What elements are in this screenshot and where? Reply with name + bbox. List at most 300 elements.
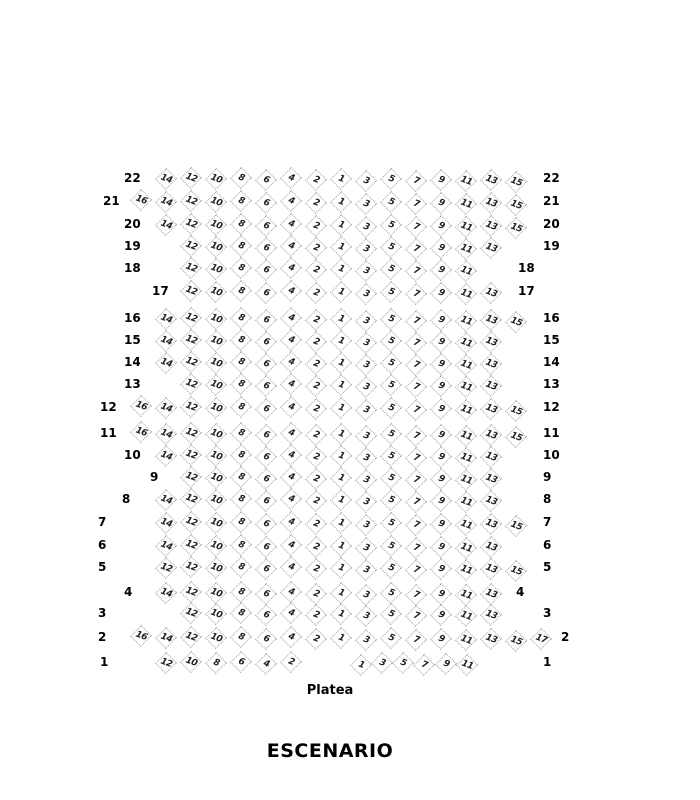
seat[interactable]: [180, 190, 202, 212]
seat[interactable]: [180, 581, 202, 603]
seat[interactable]: [280, 373, 302, 395]
seat[interactable]: [430, 375, 452, 397]
seat[interactable]: [480, 215, 502, 237]
seat[interactable]: [405, 425, 427, 447]
seat[interactable]: [230, 351, 252, 373]
seat[interactable]: [355, 584, 377, 606]
seat[interactable]: [455, 629, 477, 651]
seat[interactable]: [405, 514, 427, 536]
seat[interactable]: [280, 511, 302, 533]
seat[interactable]: [255, 259, 277, 281]
seat[interactable]: [155, 423, 177, 445]
seat[interactable]: [380, 535, 402, 557]
seat[interactable]: [413, 654, 435, 676]
seat[interactable]: [505, 630, 527, 652]
seat[interactable]: [455, 605, 477, 627]
seat[interactable]: [330, 423, 352, 445]
seat[interactable]: [430, 215, 452, 237]
seat[interactable]: [255, 398, 277, 420]
seat[interactable]: [455, 260, 477, 282]
seat[interactable]: [455, 537, 477, 559]
seat[interactable]: [330, 330, 352, 352]
seat[interactable]: [130, 189, 152, 211]
seat[interactable]: [505, 515, 527, 537]
seat[interactable]: [155, 191, 177, 213]
seat[interactable]: [430, 558, 452, 580]
seat[interactable]: [455, 193, 477, 215]
seat[interactable]: [355, 354, 377, 376]
seat[interactable]: [505, 171, 527, 193]
seat[interactable]: [530, 628, 552, 650]
seat[interactable]: [405, 629, 427, 651]
seat[interactable]: [255, 536, 277, 558]
seat[interactable]: [380, 308, 402, 330]
seat[interactable]: [255, 653, 277, 675]
seat[interactable]: [280, 422, 302, 444]
seat[interactable]: [405, 310, 427, 332]
seat[interactable]: [280, 626, 302, 648]
seat[interactable]: [405, 238, 427, 260]
seat[interactable]: [480, 309, 502, 331]
seat[interactable]: [455, 447, 477, 469]
seat[interactable]: [380, 489, 402, 511]
seat[interactable]: [430, 259, 452, 281]
seat[interactable]: [180, 534, 202, 556]
seat[interactable]: [205, 236, 227, 258]
seat[interactable]: [230, 556, 252, 578]
seat[interactable]: [480, 282, 502, 304]
seat[interactable]: [230, 466, 252, 488]
seat[interactable]: [480, 446, 502, 468]
seat[interactable]: [355, 629, 377, 651]
seat[interactable]: [255, 169, 277, 191]
seat[interactable]: [455, 559, 477, 581]
seat[interactable]: [355, 238, 377, 260]
seat[interactable]: [405, 283, 427, 305]
seat[interactable]: [435, 653, 457, 675]
seat[interactable]: [305, 398, 327, 420]
seat[interactable]: [280, 351, 302, 373]
seat[interactable]: [230, 534, 252, 556]
seat[interactable]: [480, 237, 502, 259]
seat[interactable]: [205, 557, 227, 579]
seat[interactable]: [155, 330, 177, 352]
seat[interactable]: [130, 625, 152, 647]
seat[interactable]: [480, 604, 502, 626]
seat[interactable]: [305, 446, 327, 468]
seat[interactable]: [405, 537, 427, 559]
seat[interactable]: [205, 603, 227, 625]
seat[interactable]: [455, 238, 477, 260]
seat[interactable]: [330, 512, 352, 534]
seat[interactable]: [205, 397, 227, 419]
seat[interactable]: [405, 399, 427, 421]
seat[interactable]: [305, 424, 327, 446]
seat[interactable]: [380, 445, 402, 467]
seat[interactable]: [455, 310, 477, 332]
seat[interactable]: [230, 581, 252, 603]
seat[interactable]: [380, 557, 402, 579]
seat[interactable]: [130, 395, 152, 417]
seat[interactable]: [380, 467, 402, 489]
seat[interactable]: [230, 307, 252, 329]
seat[interactable]: [155, 214, 177, 236]
seat[interactable]: [255, 353, 277, 375]
seat[interactable]: [280, 396, 302, 418]
seat[interactable]: [355, 491, 377, 513]
seat[interactable]: [180, 329, 202, 351]
seat[interactable]: [230, 213, 252, 235]
seat[interactable]: [480, 583, 502, 605]
seat[interactable]: [305, 331, 327, 353]
seat[interactable]: [180, 373, 202, 395]
seat[interactable]: [430, 282, 452, 304]
seat[interactable]: [205, 374, 227, 396]
seat[interactable]: [405, 354, 427, 376]
seat[interactable]: [355, 399, 377, 421]
seat[interactable]: [280, 602, 302, 624]
seat[interactable]: [230, 626, 252, 648]
seat[interactable]: [255, 446, 277, 468]
seat[interactable]: [380, 603, 402, 625]
seat[interactable]: [380, 512, 402, 534]
seat[interactable]: [380, 352, 402, 374]
seat[interactable]: [305, 513, 327, 535]
seat[interactable]: [305, 215, 327, 237]
seat[interactable]: [405, 260, 427, 282]
seat[interactable]: [230, 329, 252, 351]
seat[interactable]: [355, 469, 377, 491]
seat[interactable]: [355, 332, 377, 354]
seat[interactable]: [355, 216, 377, 238]
seat[interactable]: [305, 375, 327, 397]
seat[interactable]: [330, 535, 352, 557]
seat[interactable]: [380, 397, 402, 419]
seat[interactable]: [405, 559, 427, 581]
seat[interactable]: [180, 280, 202, 302]
seat[interactable]: [430, 583, 452, 605]
seat[interactable]: [255, 558, 277, 580]
seat[interactable]: [330, 352, 352, 374]
seat[interactable]: [205, 168, 227, 190]
seat[interactable]: [430, 604, 452, 626]
seat[interactable]: [230, 280, 252, 302]
seat[interactable]: [155, 308, 177, 330]
seat[interactable]: [455, 354, 477, 376]
seat[interactable]: [355, 310, 377, 332]
seat[interactable]: [305, 604, 327, 626]
seat[interactable]: [180, 602, 202, 624]
seat[interactable]: [280, 581, 302, 603]
seat[interactable]: [280, 167, 302, 189]
seat[interactable]: [355, 559, 377, 581]
seat[interactable]: [405, 447, 427, 469]
seat[interactable]: [205, 308, 227, 330]
seat[interactable]: [155, 652, 177, 674]
seat[interactable]: [330, 467, 352, 489]
seat[interactable]: [380, 191, 402, 213]
seat[interactable]: [280, 190, 302, 212]
seat[interactable]: [455, 376, 477, 398]
seat[interactable]: [180, 444, 202, 466]
seat[interactable]: [455, 216, 477, 238]
seat[interactable]: [355, 605, 377, 627]
seat[interactable]: [505, 194, 527, 216]
seat[interactable]: [180, 556, 202, 578]
seat[interactable]: [355, 425, 377, 447]
seat[interactable]: [280, 213, 302, 235]
seat[interactable]: [405, 605, 427, 627]
seat[interactable]: [480, 468, 502, 490]
seat[interactable]: [330, 374, 352, 396]
seat[interactable]: [305, 583, 327, 605]
seat[interactable]: [230, 488, 252, 510]
seat[interactable]: [255, 282, 277, 304]
seat[interactable]: [380, 582, 402, 604]
seat[interactable]: [155, 535, 177, 557]
seat[interactable]: [480, 536, 502, 558]
seat[interactable]: [355, 376, 377, 398]
seat[interactable]: [180, 307, 202, 329]
seat[interactable]: [330, 445, 352, 467]
seat[interactable]: [205, 423, 227, 445]
seat[interactable]: [380, 627, 402, 649]
seat[interactable]: [430, 353, 452, 375]
seat[interactable]: [355, 283, 377, 305]
seat[interactable]: [305, 558, 327, 580]
seat[interactable]: [480, 375, 502, 397]
seat[interactable]: [380, 168, 402, 190]
seat[interactable]: [305, 282, 327, 304]
seat[interactable]: [280, 235, 302, 257]
seat[interactable]: [205, 281, 227, 303]
seat[interactable]: [430, 513, 452, 535]
seat[interactable]: [180, 466, 202, 488]
seat[interactable]: [255, 331, 277, 353]
seat[interactable]: [280, 466, 302, 488]
seat[interactable]: [355, 260, 377, 282]
seat[interactable]: [330, 557, 352, 579]
seat[interactable]: [205, 467, 227, 489]
seat[interactable]: [205, 489, 227, 511]
seat[interactable]: [305, 169, 327, 191]
seat[interactable]: [330, 397, 352, 419]
seat[interactable]: [180, 651, 202, 673]
seat[interactable]: [255, 628, 277, 650]
seat[interactable]: [155, 557, 177, 579]
seat[interactable]: [180, 213, 202, 235]
seat[interactable]: [205, 627, 227, 649]
seat[interactable]: [305, 192, 327, 214]
seat[interactable]: [456, 654, 478, 676]
seat[interactable]: [230, 444, 252, 466]
seat[interactable]: [330, 308, 352, 330]
seat[interactable]: [255, 192, 277, 214]
seat[interactable]: [305, 628, 327, 650]
seat[interactable]: [155, 627, 177, 649]
seat[interactable]: [330, 236, 352, 258]
seat[interactable]: [255, 604, 277, 626]
seat[interactable]: [205, 258, 227, 280]
seat[interactable]: [480, 424, 502, 446]
seat[interactable]: [480, 490, 502, 512]
seat[interactable]: [255, 583, 277, 605]
seat[interactable]: [155, 512, 177, 534]
seat[interactable]: [330, 191, 352, 213]
seat[interactable]: [480, 169, 502, 191]
seat[interactable]: [380, 281, 402, 303]
seat[interactable]: [505, 426, 527, 448]
seat[interactable]: [230, 167, 252, 189]
seat[interactable]: [280, 307, 302, 329]
seat[interactable]: [205, 535, 227, 557]
seat[interactable]: [380, 214, 402, 236]
seat[interactable]: [280, 257, 302, 279]
seat[interactable]: [355, 514, 377, 536]
seat[interactable]: [305, 353, 327, 375]
seat[interactable]: [205, 582, 227, 604]
seat[interactable]: [180, 396, 202, 418]
seat[interactable]: [305, 536, 327, 558]
seat[interactable]: [155, 445, 177, 467]
seat[interactable]: [380, 330, 402, 352]
seat[interactable]: [130, 421, 152, 443]
seat[interactable]: [505, 400, 527, 422]
seat[interactable]: [230, 257, 252, 279]
seat[interactable]: [155, 352, 177, 374]
seat[interactable]: [505, 217, 527, 239]
seat[interactable]: [280, 651, 302, 673]
seat[interactable]: [230, 422, 252, 444]
seat[interactable]: [280, 534, 302, 556]
seat[interactable]: [230, 396, 252, 418]
seat[interactable]: [180, 257, 202, 279]
seat[interactable]: [155, 397, 177, 419]
seat[interactable]: [505, 311, 527, 333]
seat[interactable]: [480, 513, 502, 535]
seat[interactable]: [255, 215, 277, 237]
seat[interactable]: [480, 331, 502, 353]
seat[interactable]: [255, 490, 277, 512]
seat[interactable]: [355, 447, 377, 469]
seat[interactable]: [305, 490, 327, 512]
seat[interactable]: [305, 237, 327, 259]
seat[interactable]: [180, 351, 202, 373]
seat[interactable]: [280, 280, 302, 302]
seat[interactable]: [280, 556, 302, 578]
seat[interactable]: [430, 398, 452, 420]
seat[interactable]: [455, 584, 477, 606]
seat[interactable]: [205, 191, 227, 213]
seat[interactable]: [330, 281, 352, 303]
seat[interactable]: [480, 353, 502, 375]
seat[interactable]: [180, 626, 202, 648]
seat[interactable]: [230, 235, 252, 257]
seat[interactable]: [430, 309, 452, 331]
seat[interactable]: [380, 374, 402, 396]
seat[interactable]: [430, 424, 452, 446]
seat[interactable]: [180, 167, 202, 189]
seat[interactable]: [205, 214, 227, 236]
seat[interactable]: [180, 488, 202, 510]
seat[interactable]: [430, 446, 452, 468]
seat[interactable]: [205, 330, 227, 352]
seat[interactable]: [380, 236, 402, 258]
seat[interactable]: [205, 352, 227, 374]
seat[interactable]: [230, 511, 252, 533]
seat[interactable]: [371, 652, 393, 674]
seat[interactable]: [350, 654, 372, 676]
seat[interactable]: [180, 422, 202, 444]
seat[interactable]: [355, 537, 377, 559]
seat[interactable]: [430, 169, 452, 191]
seat[interactable]: [330, 489, 352, 511]
seat[interactable]: [230, 373, 252, 395]
seat[interactable]: [480, 628, 502, 650]
seat[interactable]: [230, 190, 252, 212]
seat[interactable]: [155, 168, 177, 190]
seat[interactable]: [405, 332, 427, 354]
seat[interactable]: [430, 192, 452, 214]
seat[interactable]: [255, 237, 277, 259]
seat[interactable]: [305, 259, 327, 281]
seat[interactable]: [380, 258, 402, 280]
seat[interactable]: [455, 491, 477, 513]
seat[interactable]: [430, 490, 452, 512]
seat[interactable]: [480, 558, 502, 580]
seat[interactable]: [255, 309, 277, 331]
seat[interactable]: [455, 283, 477, 305]
seat[interactable]: [330, 582, 352, 604]
seat[interactable]: [405, 469, 427, 491]
seat[interactable]: [330, 627, 352, 649]
seat[interactable]: [155, 489, 177, 511]
seat[interactable]: [405, 584, 427, 606]
seat[interactable]: [230, 651, 252, 673]
seat[interactable]: [355, 170, 377, 192]
seat[interactable]: [505, 560, 527, 582]
seat[interactable]: [255, 375, 277, 397]
seat[interactable]: [205, 652, 227, 674]
seat[interactable]: [180, 235, 202, 257]
seat[interactable]: [330, 258, 352, 280]
seat[interactable]: [330, 603, 352, 625]
seat[interactable]: [255, 468, 277, 490]
seat[interactable]: [155, 582, 177, 604]
seat[interactable]: [455, 332, 477, 354]
seat[interactable]: [455, 170, 477, 192]
seat[interactable]: [280, 488, 302, 510]
seat[interactable]: [405, 193, 427, 215]
seat[interactable]: [430, 468, 452, 490]
seat[interactable]: [455, 425, 477, 447]
seat[interactable]: [180, 511, 202, 533]
seat[interactable]: [405, 491, 427, 513]
seat[interactable]: [205, 512, 227, 534]
seat[interactable]: [405, 216, 427, 238]
seat[interactable]: [430, 237, 452, 259]
seat[interactable]: [480, 398, 502, 420]
seat[interactable]: [455, 514, 477, 536]
seat[interactable]: [455, 399, 477, 421]
seat[interactable]: [330, 168, 352, 190]
seat[interactable]: [255, 513, 277, 535]
seat[interactable]: [205, 445, 227, 467]
seat[interactable]: [430, 536, 452, 558]
seat[interactable]: [280, 444, 302, 466]
seat[interactable]: [355, 193, 377, 215]
seat[interactable]: [380, 423, 402, 445]
